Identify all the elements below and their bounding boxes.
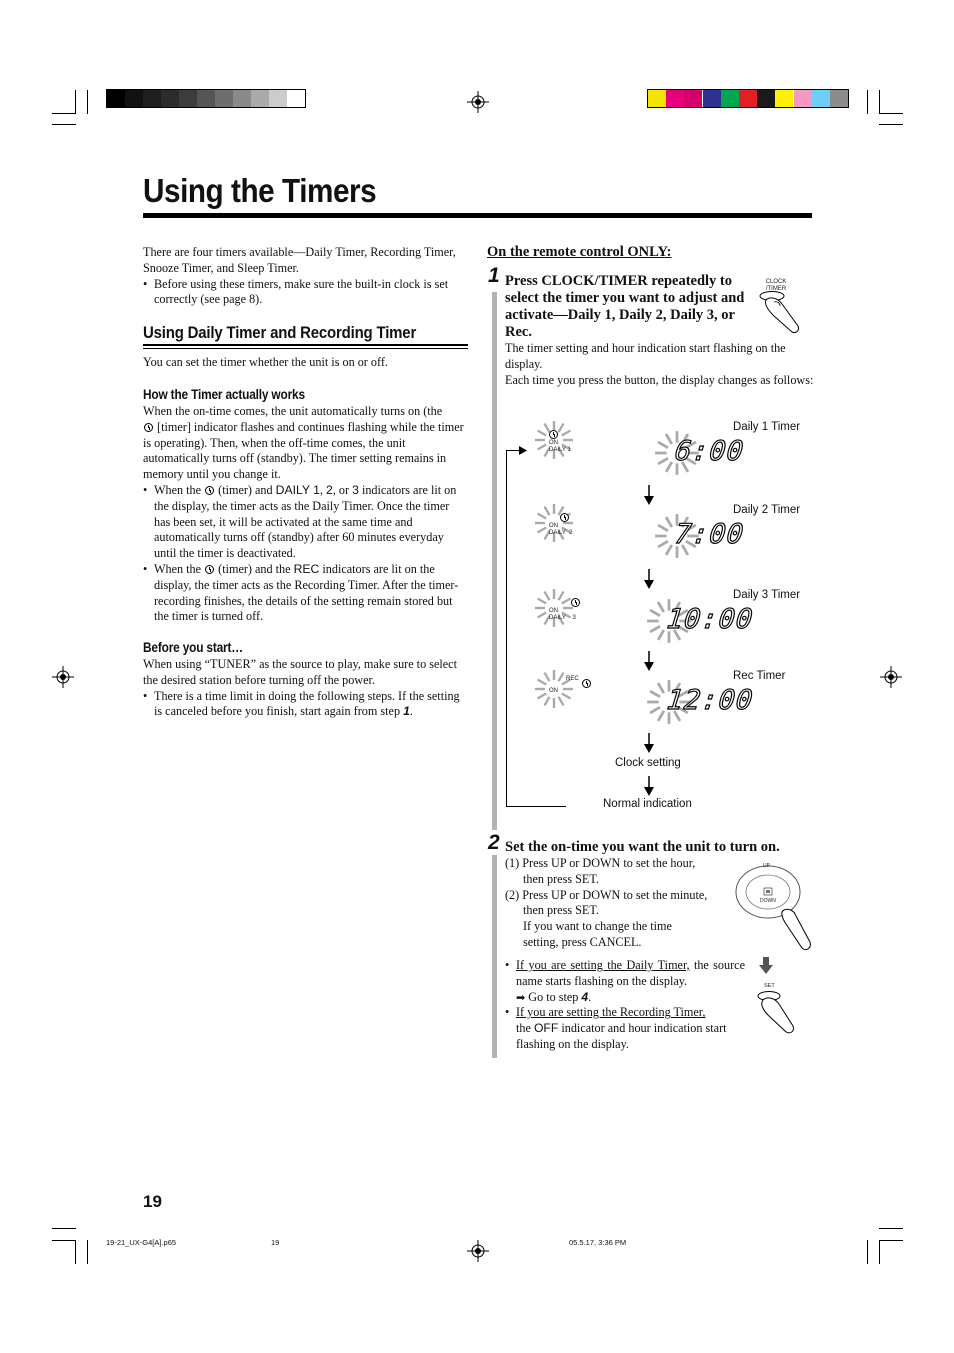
crop-mark: [52, 124, 76, 125]
how-body: [143, 404, 468, 625]
crop-mark: [52, 1228, 76, 1229]
crop-mark: [867, 90, 868, 114]
color-swatch: [666, 90, 684, 107]
section-title: Using Daily Timer and Recording Timer: [143, 323, 417, 342]
gray-swatch: [269, 90, 287, 107]
gray-swatch: [251, 90, 269, 107]
gray-swatch: [125, 90, 143, 107]
color-swatch: [684, 90, 702, 107]
normal-indication-label: Normal indication: [603, 798, 692, 810]
footer-file: 19-21_UX-G4[A].p65: [106, 1238, 177, 1247]
intro-bullet: • Before using these timers, make sure the built-in clock is set correctly (see page 8).: [143, 277, 468, 309]
finger-press-icon: [758, 290, 804, 335]
timer-icon: [205, 565, 214, 574]
crop-mark: [52, 113, 76, 114]
time-display: 6:00: [673, 436, 746, 467]
section-intro: You can set the timer whether the unit is on or off.: [143, 355, 388, 369]
step-2-bullets: [505, 958, 745, 1053]
timer-indicator-icon: [549, 430, 558, 439]
timer-label: Daily 3 Timer: [733, 589, 801, 601]
title-rule: [143, 213, 812, 218]
registration-target-icon: [880, 666, 902, 688]
timer-label: Daily 1 Timer: [733, 421, 801, 433]
timer-label: Daily 2 Timer: [733, 504, 801, 516]
registration-target-icon: [467, 91, 489, 113]
intro-text: There are four timers available—Daily Timer, Recording Timer, Snooze Timer, and Sleep Timer.: [143, 245, 456, 275]
time-display: 12:00: [665, 685, 755, 716]
time-display: 10:00: [665, 604, 755, 635]
color-swatch: [830, 90, 848, 107]
step-1-title: Press CLOCK/TIMER repeatedly to select the timer you want to adjust and activate—Daily 1, Daily 2, Daily 3, or Rec.: [505, 273, 745, 340]
daily-timer-bullet: • If you are setting the Daily Timer, the source name starts flashing on the display. ➡ Go to step 4.: [505, 958, 745, 1005]
before-paragraph: When using “TUNER” as the source to play, make sure to select the desired station before turning off the power.: [143, 657, 457, 687]
color-swatch: [648, 90, 666, 107]
how-title: How the Timer actually works: [143, 387, 305, 402]
step-2-number: 2: [488, 831, 500, 854]
step-2-title: Set the on-time you want the unit to turn on.: [505, 839, 780, 855]
registration-target-icon: [52, 666, 74, 688]
flow-arrowhead-icon: [519, 446, 527, 455]
crop-mark: [879, 1240, 903, 1241]
timer-icon: [144, 423, 153, 432]
crop-mark: [87, 90, 88, 114]
how-bullet-rec: • When the (timer) and the REC indicators are lit on the display, the timer acts as the Recording Timer. After the timer-recording finishes, the details of the setting remain stored but the timer is turned off.: [143, 562, 468, 625]
crop-mark: [879, 113, 903, 114]
indicator-text: ON DAILY 2: [549, 523, 573, 536]
indicator-text: ON DAILY 3: [549, 608, 576, 621]
gray-swatch: [287, 90, 305, 107]
pad-down-label: DOWN: [760, 898, 776, 904]
registration-target-icon: [467, 1240, 489, 1262]
color-swatch: [794, 90, 812, 107]
timer-indicator-icon: [582, 679, 591, 688]
remote-dpad-icon: [730, 862, 814, 954]
crop-mark: [879, 1240, 880, 1264]
recording-timer-bullet: • If you are setting the Recording Timer, the OFF indicator and hour indication start flashing on the display.: [505, 1005, 745, 1052]
arrow-down-icon: [759, 957, 773, 974]
gray-swatch: [161, 90, 179, 107]
color-swatch: [703, 90, 721, 107]
step-sidebar-bar: [492, 855, 497, 1058]
flow-down-arrow-icon: [643, 569, 655, 589]
indicator-text: ON DAILY 1: [549, 440, 571, 453]
page-title: Using the Timers: [143, 172, 377, 209]
timer-indicator-icon: [571, 598, 580, 607]
page-number: 19: [143, 1192, 162, 1211]
gray-swatch: [233, 90, 251, 107]
flow-down-arrow-icon: [643, 651, 655, 671]
step-1-number: 1: [488, 264, 500, 287]
crop-mark: [87, 1240, 88, 1264]
step-sidebar-bar: [492, 292, 497, 830]
set-finger-press-icon: [755, 990, 799, 1036]
gray-swatch: [197, 90, 215, 107]
color-swatch: [757, 90, 775, 107]
timer-label: Rec Timer: [733, 670, 786, 682]
crop-mark: [52, 1240, 76, 1241]
flow-down-arrow-icon: [643, 776, 655, 796]
remote-only-heading: On the remote control ONLY:: [487, 244, 672, 260]
pad-up-label: UP: [763, 863, 770, 869]
crop-mark: [879, 124, 903, 125]
crop-mark: [75, 1240, 76, 1264]
set-button-label: SET: [764, 983, 775, 989]
clock-timer-button-label: CLOCK /TIMER: [765, 279, 787, 292]
flow-return-line: [506, 450, 507, 807]
how-bullet-daily: • When the (timer) and DAILY 1, 2, or 3 indicators are lit on the display, the timer acts as the Daily Timer. Once the timer has been set, it will be activated at the same time and automatically turns off (standby) after 60 minutes everyday until the timer is deactivated.: [143, 483, 468, 562]
color-swatch: [812, 90, 830, 107]
crop-mark: [75, 90, 76, 114]
crop-mark: [879, 90, 880, 114]
gray-swatch: [179, 90, 197, 107]
color-swatch: [739, 90, 757, 107]
flow-down-arrow-icon: [643, 733, 655, 753]
gray-swatch: [215, 90, 233, 107]
timer-indicator-icon: [560, 513, 569, 522]
section-rule: [143, 344, 468, 346]
indicator-text: REC ON: [549, 676, 579, 694]
step-2-body: (1) Press UP or DOWN to set the hour, then press SET. (2) Press UP or DOWN to set the minute, then press SET. If you want to change the time setting, press CANCEL.: [505, 856, 708, 949]
flow-down-arrow-icon: [643, 485, 655, 505]
gray-swatch: [143, 90, 161, 107]
flow-return-line: [506, 806, 566, 807]
clock-setting-label: Clock setting: [615, 757, 681, 769]
before-bullet: • There is a time limit in doing the following steps. If the setting is canceled before you finish, start again from step 1.: [143, 689, 468, 721]
how-paragraph: When the on-time comes, the unit automatically turns on (the [timer] indicator flashes and continues flashing while the timer is operating). Then, when the off-time comes, the unit automatically turns off (standby). The timer setting remains in memory until you change it.: [143, 404, 464, 482]
section-rule-thin: [143, 348, 468, 349]
before-body: [143, 657, 468, 720]
before-title: Before you start…: [143, 640, 243, 655]
color-swatch: [775, 90, 793, 107]
crop-mark: [879, 1228, 903, 1229]
left-column: [143, 245, 468, 308]
gray-swatch: [107, 90, 125, 107]
time-display: 7:00: [673, 519, 746, 550]
footer-date: 05.5.17, 3:36 PM: [569, 1238, 627, 1247]
color-swatch: [721, 90, 739, 107]
arrow-right-icon: ➡: [516, 990, 526, 1004]
step-1-body: The timer setting and hour indication start flashing on the display. Each time you press the button, the display changes as follows:: [505, 341, 814, 387]
footer-page: 19: [271, 1238, 280, 1247]
timer-icon: [205, 486, 214, 495]
crop-mark: [867, 1240, 868, 1264]
